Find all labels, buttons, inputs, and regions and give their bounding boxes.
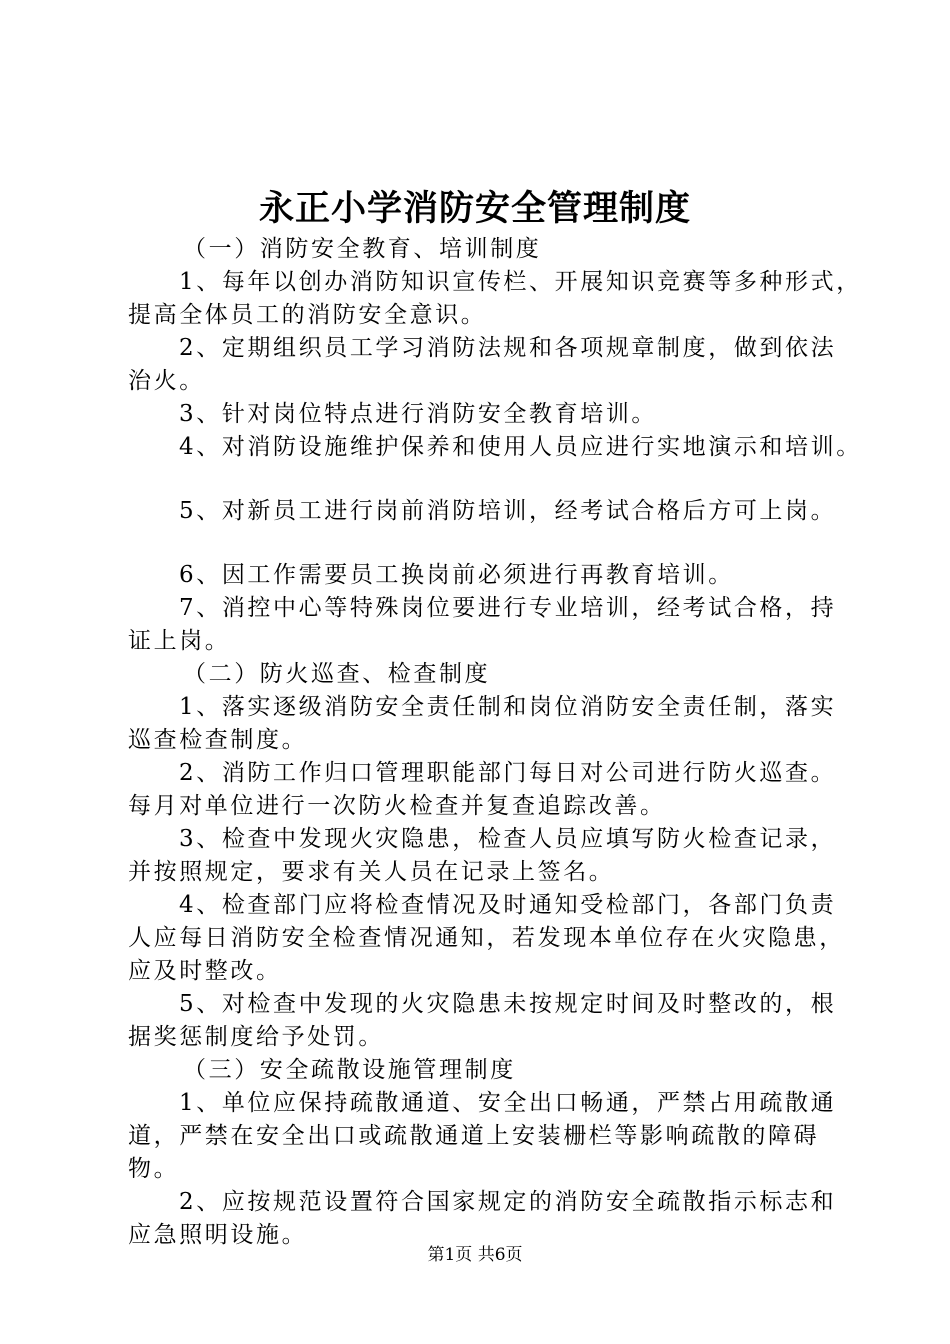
text-line: 证上岗。 — [128, 628, 231, 654]
text-line: 1、落实逐级消防安全责任制和岗位消防安全责任制，落实 — [179, 694, 837, 720]
page-footer: 第1页 共6页 — [427, 1245, 523, 1265]
text-line: 提高全体员工的消防安全意识。 — [128, 302, 487, 328]
section-heading: （一）消防安全教育、培训制度 — [183, 236, 542, 262]
text-line: 4、检查部门应将检查情况及时通知受检部门，各部门负责 — [179, 892, 837, 918]
text-line: 4、对消防设施维护保养和使用人员应进行实地演示和培训。 — [179, 434, 862, 460]
paragraph — [128, 495, 848, 528]
paragraph — [128, 757, 848, 823]
text-line: 据奖惩制度给予处罚。 — [128, 1024, 384, 1050]
spacer — [128, 528, 848, 559]
text-line: 5、对检查中发现的火灾隐患未按规定时间及时整改的，根 — [179, 991, 837, 1017]
paragraph — [128, 332, 848, 398]
text-line: 2、消防工作归口管理职能部门每日对公司进行防火巡查。 — [179, 760, 837, 786]
paragraph — [128, 1087, 848, 1186]
document-title: 永正小学消防安全管理制度 — [258, 188, 691, 229]
text-line: 5、对新员工进行岗前消防培训，经考试合格后方可上岗。 — [179, 498, 837, 524]
document-body — [128, 233, 862, 1252]
text-line: 3、针对岗位特点进行消防安全教育培训。 — [179, 401, 658, 427]
spacer — [128, 464, 848, 495]
paragraph — [128, 398, 848, 431]
text-line: 并按照规定，要求有关人员在记录上签名。 — [128, 859, 615, 885]
text-line: 3、检查中发现火灾隐患，检查人员应填写防火检查记录， — [179, 826, 837, 852]
section-heading: （三）安全疏散设施管理制度 — [183, 1057, 516, 1083]
text-line: 应急照明设施。 — [128, 1222, 308, 1248]
text-line: 每月对单位进行一次防火检查并复查追踪改善。 — [128, 793, 666, 819]
paragraph — [128, 559, 848, 592]
paragraph — [128, 592, 848, 658]
paragraph — [128, 889, 848, 988]
text-line: 巡查检查制度。 — [128, 727, 308, 753]
text-line: 2、应按规范设置符合国家规定的消防安全疏散指示标志和 — [179, 1189, 837, 1215]
text-line: 1、每年以创办消防知识宣传栏、开展知识竞赛等多种形式， — [179, 269, 862, 295]
paragraph — [128, 988, 848, 1054]
text-line: 物。 — [128, 1156, 180, 1182]
text-line: 7、消控中心等特殊岗位要进行专业培训，经考试合格，持 — [179, 595, 837, 621]
text-line: 治火。 — [128, 368, 205, 394]
text-line: 道，严禁在安全出口或疏散通道上安装栅栏等影响疏散的障碍 — [128, 1123, 820, 1149]
text-line: 2、定期组织员工学习消防法规和各项规章制度，做到依法 — [179, 335, 837, 361]
text-line: 6、因工作需要员工换岗前必须进行再教育培训。 — [179, 562, 734, 588]
text-line: 1、单位应保持疏散通道、安全出口畅通，严禁占用疏散通 — [179, 1090, 837, 1116]
paragraph — [128, 266, 862, 332]
paragraph — [128, 823, 848, 889]
paragraph — [128, 431, 862, 464]
text-line: 应及时整改。 — [128, 958, 282, 984]
text-line: 人应每日消防安全检查情况通知，若发现本单位存在火灾隐患， — [128, 925, 845, 951]
paragraph — [128, 691, 848, 757]
section-heading: （二）防火巡查、检查制度 — [183, 661, 491, 687]
